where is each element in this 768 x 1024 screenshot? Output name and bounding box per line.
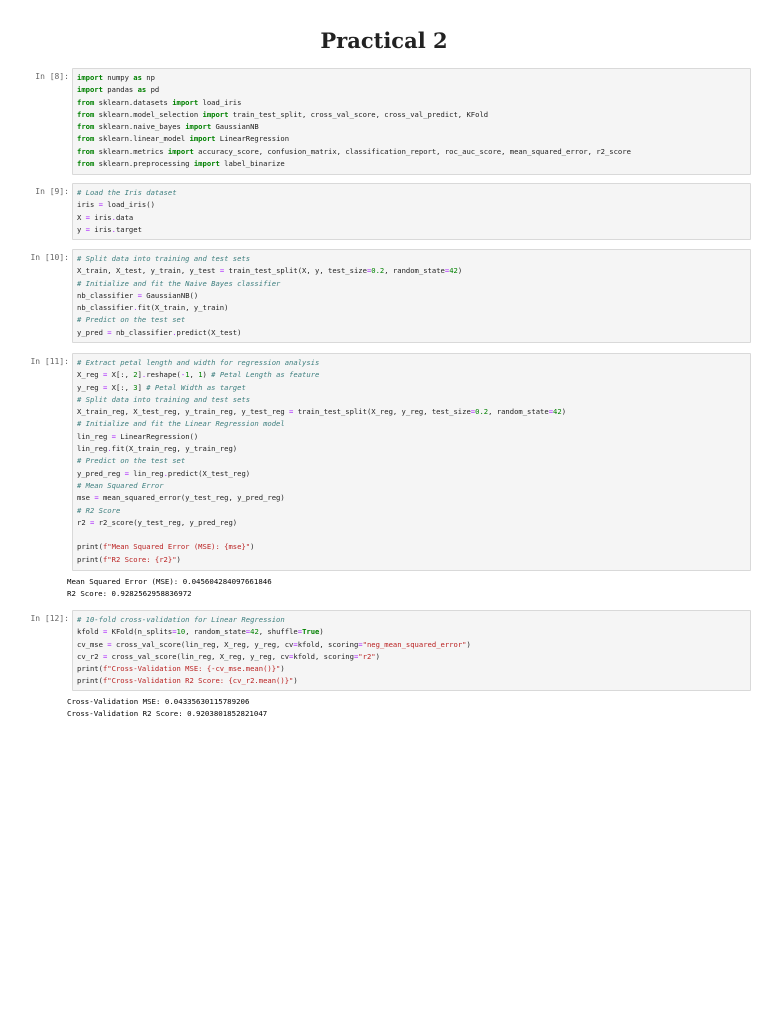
code-token: y_pred_reg	[77, 468, 125, 478]
code-token: )	[319, 627, 324, 637]
cell-prompt: In [11]:	[30, 357, 69, 366]
code-token: iris	[89, 224, 112, 234]
page-title: Practical 2	[320, 28, 448, 53]
code-line	[77, 455, 750, 467]
cell-prompt: In [8]:	[35, 72, 69, 81]
code-token: =	[289, 651, 294, 661]
code-token: mean_squared_error(y_test_reg, y_pred_reg)	[98, 493, 285, 503]
code-token: nb_classifier	[77, 290, 138, 300]
code-line	[77, 468, 750, 480]
code-token: sklearn.linear_model	[94, 134, 190, 144]
code-token: np	[141, 73, 155, 82]
output-line: R2 Score: 0.9282562958836972	[67, 588, 192, 598]
code-token: data	[115, 212, 134, 222]
code-keyword: import	[77, 85, 103, 95]
code-token: mse	[77, 493, 95, 503]
code-token: .	[111, 224, 116, 234]
code-token: )	[457, 266, 463, 276]
code-token: =	[124, 468, 129, 478]
code-line	[77, 394, 750, 406]
code-token: =	[444, 266, 450, 276]
code-keyword: True	[302, 627, 320, 637]
code-line	[77, 505, 750, 517]
code-token: )	[176, 554, 181, 564]
code-token: X[:,	[107, 382, 134, 392]
code-string: f"Mean Squared Error (MSE): {mse}"	[102, 542, 251, 552]
code-keyword: import	[172, 97, 199, 107]
code-token: train_test_split, cross_val_score, cross_val_predict, KFold	[228, 109, 489, 119]
code-line	[77, 541, 750, 553]
code-line	[77, 529, 750, 541]
code-keyword: as	[137, 85, 147, 95]
code-token: kfold	[77, 627, 103, 637]
code-token: =	[85, 212, 90, 222]
code-token: =	[102, 651, 108, 661]
code-token: 1	[185, 370, 190, 380]
code-token: y	[77, 224, 86, 234]
code-line	[77, 431, 750, 443]
code-line	[77, 492, 750, 504]
code-line	[77, 224, 750, 236]
code-line	[77, 84, 750, 96]
code-token: y_pred	[77, 327, 108, 337]
code-token: KFold(n_splits	[107, 627, 173, 637]
code-keyword: from	[77, 97, 95, 107]
code-string: f"Cross-Validation R2 Score: {cv_r2.mean()}"	[102, 676, 294, 686]
code-token: X	[77, 212, 86, 222]
code-token: sklearn.model_selection	[94, 109, 203, 119]
code-token: )	[280, 664, 285, 674]
code-keyword: import	[189, 134, 216, 144]
code-token: cv_mse	[77, 639, 108, 649]
code-token: fit(X_train_reg, y_train_reg)	[111, 444, 238, 454]
code-token: print(	[77, 676, 103, 686]
code-comment: # 10-fold cross-validation for Linear Regression	[77, 615, 285, 624]
code-token: ]	[137, 382, 147, 392]
code-comment: # Extract petal length and width for regression analysis	[77, 358, 320, 367]
code-keyword: from	[77, 109, 95, 119]
code-input[interactable]	[72, 353, 751, 571]
output-line: Cross-Validation MSE: 0.04335630115789206	[67, 697, 250, 706]
code-token: , random_state	[384, 266, 445, 276]
code-token: X_train_reg, X_test_reg, y_train_reg, y_test_reg	[77, 407, 290, 417]
code-line	[77, 382, 750, 394]
code-string: "neg_mean_squared_error"	[362, 639, 467, 649]
code-token: print(	[77, 554, 103, 564]
code-token: print(	[77, 664, 103, 674]
code-string: "r2"	[358, 651, 376, 661]
code-token: GaussianNB	[211, 122, 259, 132]
cell-prompt: In [10]:	[30, 253, 69, 262]
code-line	[77, 675, 750, 687]
cell-output	[67, 696, 267, 720]
code-line	[77, 265, 750, 277]
code-comment: # R2 Score	[77, 505, 121, 515]
code-token: sklearn.metrics	[94, 146, 168, 156]
code-token: , random_state	[488, 407, 549, 417]
code-line	[77, 614, 750, 626]
code-token: r2	[77, 517, 90, 527]
code-token: y_reg	[77, 382, 103, 392]
cell-prompt: In [9]:	[35, 187, 69, 196]
code-token: accuracy_score, confusion_matrix, classification_report, roc_auc_score, mean_squared_error, r2_score	[193, 146, 631, 156]
code-input[interactable]	[72, 68, 751, 175]
code-token: train_test_split(X_reg, y_reg, test_size	[293, 407, 471, 417]
code-keyword: import	[167, 146, 194, 156]
code-input[interactable]	[72, 249, 751, 343]
code-token: 1	[198, 370, 203, 380]
code-line	[77, 357, 750, 369]
code-token: =	[85, 224, 90, 234]
code-token: =	[89, 517, 95, 527]
code-line	[77, 121, 750, 133]
code-line	[77, 146, 750, 158]
code-line	[77, 314, 750, 326]
code-line	[77, 199, 750, 211]
code-comment: # Initialize and fit the Naive Bayes classifier	[77, 278, 281, 288]
code-token: sklearn.preprocessing	[94, 159, 194, 169]
code-token: =	[172, 627, 177, 637]
code-token: numpy	[102, 73, 134, 82]
code-line	[77, 443, 750, 455]
code-keyword: from	[77, 122, 95, 132]
code-token: X_train, X_test, y_train, y_test	[77, 266, 220, 276]
code-token: .	[107, 444, 112, 454]
cell-prompt: In [12]:	[30, 614, 69, 623]
code-token: =	[470, 407, 476, 417]
code-token: =	[219, 266, 225, 276]
code-keyword: import	[193, 159, 220, 169]
code-line	[77, 517, 750, 529]
code-token: =	[366, 266, 372, 276]
code-comment: # Split data into training and test sets	[77, 394, 251, 404]
code-token: )	[250, 542, 255, 552]
code-token: lin_reg	[128, 468, 164, 478]
code-token: , random_state	[185, 627, 246, 637]
code-token: .	[172, 327, 177, 337]
code-token: load_iris	[198, 97, 242, 107]
code-comment: # Mean Squared Error	[77, 480, 164, 490]
code-line	[77, 651, 750, 663]
code-token: )	[202, 370, 212, 380]
code-token: print(	[77, 542, 103, 552]
code-line	[77, 278, 750, 290]
code-comment: # Predict on the test set	[77, 456, 186, 466]
code-line	[77, 302, 750, 314]
code-input[interactable]	[72, 183, 751, 240]
code-token: predict(X_test_reg)	[167, 468, 251, 478]
code-line	[77, 369, 750, 381]
code-token: X_reg	[77, 370, 103, 380]
code-token: =	[137, 290, 142, 300]
code-line	[77, 418, 750, 430]
code-comment: # Initialize and fit the Linear Regression model	[77, 419, 285, 429]
code-token: reshape(	[146, 370, 181, 380]
output-line: Cross-Validation R2 Score: 0.9203801852821047	[67, 708, 268, 718]
code-token: 2	[133, 370, 138, 380]
code-token: , shuffle	[258, 627, 298, 637]
code-token: cross_val_score(lin_reg, X_reg, y_reg, cv	[107, 651, 290, 661]
code-token: fit(X_train, y_train)	[137, 303, 229, 313]
code-line	[77, 109, 750, 121]
code-token: kfold, scoring	[297, 639, 359, 649]
code-keyword: import	[185, 122, 212, 132]
code-comment: # Split data into training and test sets	[77, 254, 251, 263]
code-token: GaussianNB()	[141, 290, 199, 300]
code-line	[77, 253, 750, 265]
code-string: f"Cross-Validation MSE: {-cv_mse.mean()}"	[102, 664, 281, 674]
code-token: sklearn.datasets	[94, 97, 173, 107]
code-token: 10	[176, 627, 186, 637]
code-comment: # Load the Iris dataset	[77, 188, 177, 197]
code-token: load_iris()	[102, 200, 155, 210]
code-token: pd	[146, 85, 160, 95]
code-line	[77, 72, 750, 84]
code-token: =	[245, 627, 251, 637]
code-comment: # Petal Width as target	[146, 382, 246, 392]
code-token: lin_reg	[77, 431, 112, 441]
code-keyword: import	[202, 109, 229, 119]
code-token: pandas	[102, 85, 138, 95]
code-token: label_binarize	[219, 159, 285, 169]
code-token: predict(X_test)	[176, 327, 242, 337]
code-input[interactable]	[72, 610, 751, 691]
code-line	[77, 187, 750, 199]
code-token: -	[180, 370, 186, 380]
cell-output	[67, 576, 272, 600]
code-token: 3	[133, 382, 138, 392]
code-token: cross_val_score(lin_reg, X_reg, y_reg, cv	[111, 639, 294, 649]
code-keyword: import	[77, 73, 103, 82]
code-token: ,	[189, 370, 199, 380]
code-token: .	[111, 212, 116, 222]
code-comment: # Predict on the test set	[77, 315, 186, 325]
code-token: 42	[449, 266, 458, 276]
code-line	[77, 212, 750, 224]
code-line	[77, 663, 750, 675]
code-token: =	[98, 200, 103, 210]
code-keyword: from	[77, 146, 95, 156]
code-token: =	[102, 382, 108, 392]
code-token: lin_reg	[77, 444, 108, 454]
code-token: 42	[250, 627, 259, 637]
code-keyword: from	[77, 134, 95, 144]
code-token: LinearRegression	[215, 134, 290, 144]
code-token: =	[353, 651, 359, 661]
code-token: .	[163, 468, 168, 478]
code-token: .	[133, 303, 138, 313]
code-token: 42	[553, 407, 562, 417]
code-token: =	[293, 639, 298, 649]
code-token: iris	[77, 200, 99, 210]
code-keyword: from	[77, 159, 95, 169]
code-string: f"R2 Score: {r2}"	[102, 554, 177, 564]
code-token: =	[102, 370, 108, 380]
code-token: .	[141, 370, 147, 380]
code-token: =	[111, 431, 116, 441]
code-line	[77, 327, 750, 339]
code-token: target	[115, 224, 142, 234]
code-line	[77, 133, 750, 145]
code-token: 0.2	[371, 266, 385, 276]
code-token: kfold, scoring	[293, 651, 354, 661]
code-token: r2_score(y_test_reg, y_pred_reg)	[94, 517, 238, 527]
code-line	[77, 406, 750, 418]
code-keyword: as	[133, 73, 142, 82]
code-token: )	[375, 651, 380, 661]
code-token: )	[561, 407, 567, 417]
code-line	[77, 97, 750, 109]
code-token: =	[548, 407, 554, 417]
output-line: Mean Squared Error (MSE): 0.045604284097661846	[67, 577, 272, 586]
code-token: nb_classifier	[77, 303, 134, 313]
code-token: LinearRegression()	[115, 431, 199, 441]
code-token: nb_classifier	[111, 327, 173, 337]
code-token: train_test_split(X, y, test_size	[224, 266, 367, 276]
code-line	[77, 290, 750, 302]
code-token: =	[289, 407, 294, 417]
code-token: 0.2	[475, 407, 489, 417]
code-line	[77, 554, 750, 566]
code-token: )	[466, 639, 471, 649]
code-token: cv_r2	[77, 651, 103, 661]
code-token: )	[293, 676, 298, 686]
code-token: iris	[89, 212, 112, 222]
code-token: ]	[137, 370, 142, 380]
code-token: =	[94, 493, 99, 503]
code-token: =	[107, 327, 112, 337]
code-line	[77, 158, 750, 170]
code-token: =	[297, 627, 303, 637]
code-line	[77, 639, 750, 651]
code-line	[77, 626, 750, 638]
code-comment: # Petal Length as feature	[211, 370, 320, 380]
code-token: X[:,	[107, 370, 134, 380]
code-token: =	[102, 627, 108, 637]
code-token: =	[107, 639, 112, 649]
code-token: =	[358, 639, 363, 649]
code-line	[77, 480, 750, 492]
code-token: sklearn.naive_bayes	[94, 122, 186, 132]
